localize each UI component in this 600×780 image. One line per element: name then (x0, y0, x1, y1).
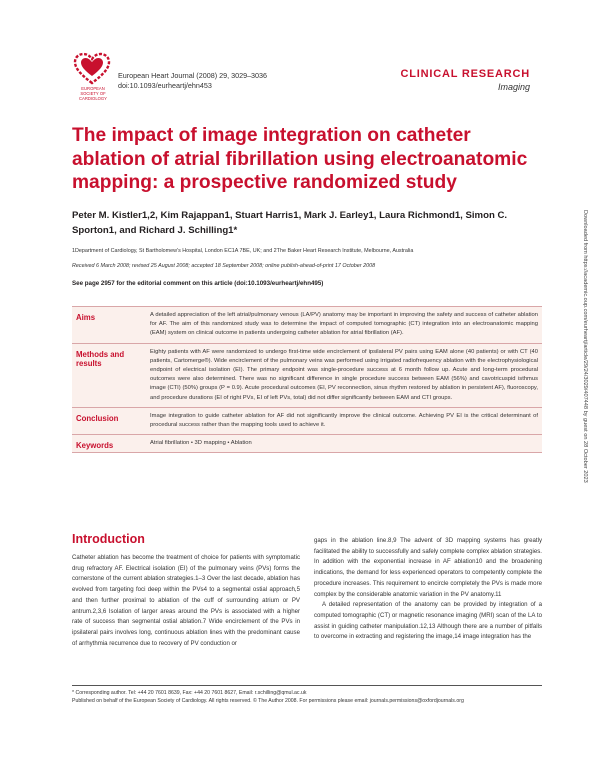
journal-citation (118, 71, 267, 91)
paragraph: gaps in the ablation line.8,9 The advent of 3D mapping systems has greatly facilitated the ability to successfully and safely complete complex ablation strategies. In addition with the exponential increase in AF ablation10 and the broadening indications, the demand for less experienced operators to competently complete the procedure increases. This requirement to encircle completely the PVs is made more complex by the considerable anatomic variation in the PV anatomy.11 (314, 537, 542, 598)
publisher-note: Published on behalf of the European Society of Cardiology. All rights reserved. © The Author 2008. For permissions please email: journals.permissions@oxfordjournals.org (72, 698, 464, 704)
footnote-divider (72, 685, 542, 686)
doi-line[interactable]: doi:10.1093/eurheartj/ehn453 (118, 81, 212, 90)
section-label (400, 68, 530, 92)
section-title: CLINICAL RESEARCH (400, 68, 530, 80)
received-dates: Received 6 March 2008; revised 25 August 2008; accepted 18 September 2008; online publish-ahead-of-print 17 October 2008 (72, 263, 376, 269)
subsection-title: Imaging (497, 82, 530, 92)
abstract-text: Eighty patients with AF were randomized to undergo first-time wide encirclement of ipsilateral PV pairs using EAM alone (40 patients) or with CT (40 patients, Cartomerge®). Wide encirclement of the pulmonary veins was performed using irrigated radiofrequency ablation with the electrophysiological endpoint of electrical isolation (EI). The primary endpoint was single-procedure success at 6 month follow up. Acute and long-term procedural outcomes were also determined. There was no significant difference in single procedure success between EAM (56%) and cavotricuspid isthmus image (CTI) (50%) groups (P = 0.9). Acute procedural outcomes (EI, PV reconnection, sinus rhythm restored by ablation in persistent AF), fluoroscopy, and procedure durations (EI of right PVs, EI of left PVs, total) did not differ significantly between EAM and CTI groups. (150, 348, 538, 401)
abstract-row-conclusion (72, 407, 542, 434)
abstract-text: A detailed appreciation of the left atrial/pulmonary venous (LA/PV) anatomy may be important in improving the safety and success of catheter ablation for AF. The aim of this randomized study was to determine the impact of computed tomographic (CT) integration into an electroanatomic mapping (EAM) system on clinical outcome in patients undergoing catheter ablation for atrial fibrillation (AF). (150, 312, 538, 337)
body-column-left (72, 553, 300, 649)
abstract-label: Keywords (76, 441, 114, 451)
abstract-row-keywords (72, 434, 542, 453)
logo-text: EUROPEAN SOCIETY OF CARDIOLOGY (79, 86, 107, 101)
abstract-text: Atrial fibrillation • 3D mapping • Ablation (150, 440, 252, 447)
esc-logo (72, 52, 112, 102)
editorial-note[interactable]: See page 2957 for the editorial comment on this article (doi:10.1093/eurheartj/ehn495) (72, 280, 324, 287)
article-title: The impact of image integration on catheter ablation of atrial fibrillation using electroanatomic mapping: a prospective randomized study (72, 125, 528, 193)
author-list: Peter M. Kistler1,2, Kim Rajappan1, Stuart Harris1, Mark J. Earley1, Laura Richmond1, Simon C. Sporton1, and Richard J. Schilling1* (72, 210, 508, 236)
body-column-right (314, 536, 542, 643)
footnotes (72, 689, 542, 705)
abstract-label: Methods and results (76, 349, 125, 368)
corresponding-author-note: * Corresponding author. Tel: +44 20 7601 8639, Fax: +44 20 7601 8627, Email: r.schilling@qmul.ac.uk (72, 690, 307, 696)
heart-icon (72, 52, 112, 86)
structured-abstract (72, 306, 542, 453)
abstract-row-aims (72, 306, 542, 343)
abstract-label: Aims (76, 313, 96, 322)
paragraph: A detailed representation of the anatomy can be provided by integration of a computed tomographic (CT) or magnetic resonance imaging (MRI) scan of the LA to assist in guiding catheter manipulation.12,13 Although there are a number of pitfalls to overcome in extracting and registering the image,14 image integration has the (314, 601, 542, 641)
abstract-label: Conclusion (76, 413, 119, 423)
journal-line-1: European Heart Journal (2008) 29, 3029–3036 (118, 71, 268, 80)
abstract-text: Image integration to guide catheter ablation for AF did not significantly improve the clinical outcome. Achieving PV EI is the critical determinant of procedural success rather than the mapping tools used to achieve it. (150, 412, 538, 429)
download-watermark-text[interactable]: Downloaded from https://academic.oup.com/eurheartj/article/29/24/3029/407448 by guest on 28 October 2023 (582, 210, 588, 483)
introduction-heading: Introduction (72, 532, 145, 546)
abstract-row-methods (72, 343, 542, 407)
paragraph: Catheter ablation has become the treatment of choice for patients with symptomatic drug refractory AF. Electrical isolation (EI) of the pulmonary veins (PVs) forms the cornerstone of the current ablation strategies.1–3 Over the last decade, ablation has evolved from targeting foci deep within the PVs4 to a segmental ostial approach,5 and then further proximal to ablation of the cuff of surrounding atrium or PV antrum.2,3,6 Isolation of larger areas around the PVs is associated with a higher rate of success than segmental ostial ablation.7 Wide encirclement of the PVs in ipsilateral pairs involves long, continuous ablation lines with the predominant cause of arrhythmia recurrence due to recovery of PV conduction or (72, 554, 300, 647)
download-watermark (580, 210, 590, 590)
affiliations: 1Department of Cardiology, St Bartholomew's Hospital, London EC1A 7BE, UK; and 2The Baker Heart Research Institute, Melbourne, Australia (72, 248, 414, 254)
